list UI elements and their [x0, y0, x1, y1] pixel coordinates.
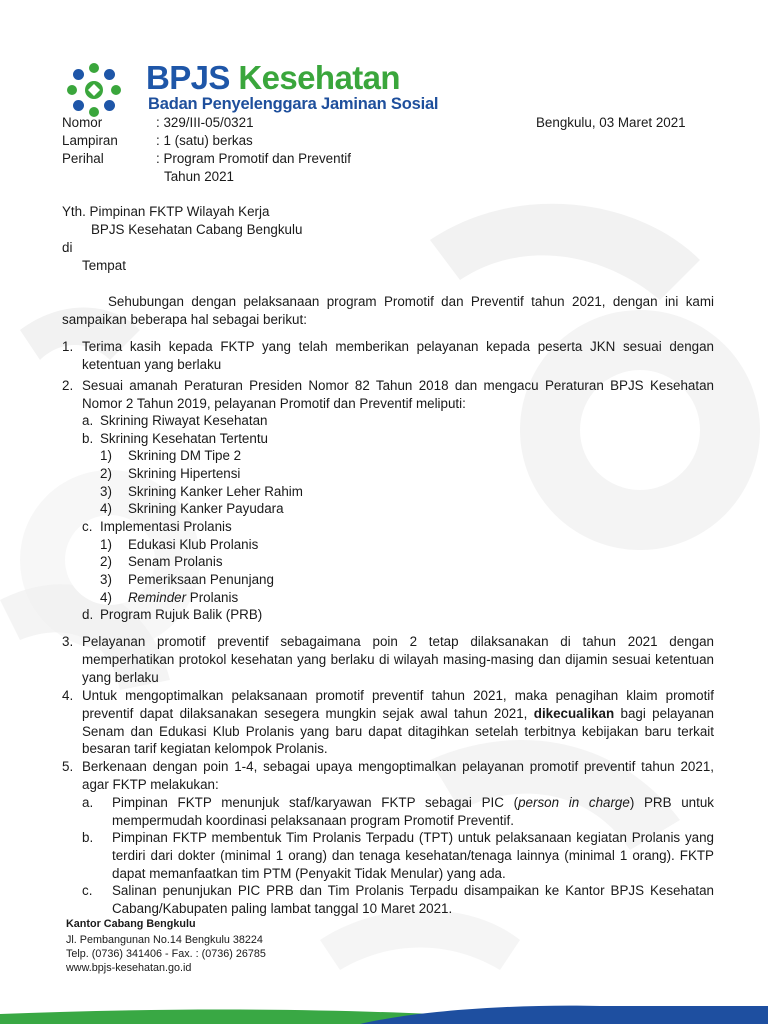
lampiran-value: : 1 (satu) berkas [156, 133, 253, 148]
sublist-item: Edukasi Klub Prolanis [128, 537, 259, 552]
list-marker: a. [82, 413, 94, 428]
item-number: 3. [62, 634, 74, 649]
footer-website: www.bpjs-kesehatan.go.id [66, 962, 192, 974]
recipient-di: di [62, 240, 73, 255]
list-marker: c. [82, 519, 93, 534]
sublist-marker: 3) [100, 572, 112, 587]
sublist-marker: 2) [100, 466, 112, 481]
intro-paragraph: Sehubungan dengan pelaksanaan program Promotif dan Preventif tahun 2021, dengan ini kami sampaikan beberapa hal sebagai berikut: [62, 294, 714, 327]
item-1-text: Terima kasih kepada FKTP yang telah memberikan pelayanan kepada peserta JKN sesuai dengan ketentuan yang berlaku [82, 339, 714, 372]
sublist-item: Skrining Kanker Payudara [128, 501, 284, 516]
sublist-marker: 3) [100, 484, 112, 499]
sublist-marker: 1) [100, 448, 112, 463]
brand-subtitle: Badan Penyelenggara Jaminan Sosial [148, 95, 439, 113]
pic-part-1: Pimpinan FKTP menunjuk staf/karyawan FKTP sebagai PIC ( [112, 795, 519, 810]
bpjs-logo [66, 59, 439, 118]
item-3-text: Pelayanan promotif preventif sebagaimana poin 2 tetap dilaksanakan di tahun 2021 dengan memperhatikan protokol kesehatan yang berlaku di wilayah masing-masing dan dijamin sesuai ketentuan yang berlaku [82, 634, 714, 685]
sublist-marker: 1) [100, 537, 112, 552]
item-5-text: Berkenaan dengan poin 1-4, sebagai upaya mengoptimalkan pelayanan promotif preventif tahun 2021, agar FKTP melakukan: [82, 759, 714, 792]
sublist-marker: 4) [100, 501, 112, 516]
reminder-italic: Reminder [128, 590, 187, 605]
sublist-item: Skrining Hipertensi [128, 466, 241, 481]
bottom-color-bar [0, 1004, 768, 1024]
list-item: Skrining Riwayat Kesehatan [100, 413, 268, 428]
sublist-item: Pemeriksaan Penunjang [128, 572, 274, 587]
perihal-value-line2: Tahun 2021 [164, 169, 234, 184]
sublist-item: Senam Prolanis [128, 554, 223, 569]
item-4-text [82, 687, 714, 758]
item-4-part-2: bagi pelayanan Senam dan Edukasi Klub Prolanis yang baru dapat ditagihkan setelah terbitnya kebijakan baru terkait besaran tarif kegiatan kelompok Prolanis. [82, 705, 714, 757]
list-marker: d. [82, 607, 94, 622]
sublist-item: Skrining Kanker Leher Rahim [128, 484, 303, 499]
nomor-label: Nomor [62, 115, 103, 130]
list-marker: b. [82, 830, 94, 845]
brand-kesehatan: Kesehatan [238, 59, 400, 96]
recipient-line-1: Yth. Pimpinan FKTP Wilayah Kerja [62, 204, 270, 219]
perihal-value: : Program Promotif dan Preventif [156, 151, 351, 166]
list-item: Pimpinan FKTP membentuk Tim Prolanis Terpadu (TPT) untuk pelaksanaan kegiatan Prolanis yang terdiri dari dokter (minimal 1 orang) dan tenaga kesehatan/tenaga lainnya (minimal 1 orang). FKTP dapat memanfaatkan tim PTM (Penyakit Tidak Menular) yang ada. [112, 830, 714, 881]
pic-italic: person in charge [518, 795, 630, 810]
item-number: 1. [62, 339, 74, 354]
nomor-value: : 329/III-05/0321 [156, 115, 254, 130]
item-2-text: Sesuai amanah Peraturan Presiden Nomor 82 Tahun 2018 dan mengacu Peraturan BPJS Kesehatan Nomor 2 Tahun 2019, pelayanan Promotif dan Preventif meliputi: [82, 378, 714, 411]
brand-name [146, 59, 400, 97]
sublist-item [128, 589, 238, 607]
reminder-rest: Prolanis [186, 590, 239, 605]
item-number: 4. [62, 688, 74, 703]
item-4-part-1: Untuk mengoptimalkan pelaksanaan promotif preventif tahun 2021, maka penagihan klaim promotif preventif dapat dilaksanakan sesegera mungkin sejak awal tahun 2021, [82, 688, 714, 721]
item-4-bold: dikecualikan [533, 705, 615, 721]
item-number: 2. [62, 378, 74, 393]
list-item: Skrining Kesehatan Tertentu [100, 431, 268, 446]
recipient-tempat: Tempat [82, 258, 126, 273]
pic-part-2: ) PRB untuk mempermudah koordinasi pelaksanaan program Promotif Preventif. [112, 795, 714, 828]
sublist-item: Skrining DM Tipe 2 [128, 448, 242, 463]
list-item: Program Rujuk Balik (PRB) [100, 607, 263, 622]
recipient-line-2: BPJS Kesehatan Cabang Bengkulu [91, 222, 303, 237]
list-marker: a. [82, 795, 94, 810]
list-marker: c. [82, 883, 93, 898]
list-item: Salinan penunjukan PIC PRB dan Tim Prolanis Terpadu disampaikan ke Kantor BPJS Kesehatan Cabang/Kabupaten paling lambat tanggal 10 Maret 2021. [112, 883, 714, 916]
footer-phone: Telp. (0736) 341406 - Fax. : (0736) 26785 [66, 948, 266, 960]
list-marker: b. [82, 431, 94, 446]
lampiran-label: Lampiran [62, 133, 118, 148]
sublist-marker: 4) [100, 590, 112, 605]
place-date: Bengkulu, 03 Maret 2021 [536, 115, 686, 130]
sublist-marker: 2) [100, 554, 112, 569]
list-item [112, 794, 714, 830]
footer-address: Jl. Pembangunan No.14 Bengkulu 38224 [66, 934, 263, 946]
brand-bpjs: BPJS [146, 59, 230, 96]
footer-office-title: Kantor Cabang Bengkulu [66, 918, 196, 930]
item-number: 5. [62, 759, 74, 774]
perihal-label: Perihal [62, 151, 104, 166]
list-item: Implementasi Prolanis [100, 519, 232, 534]
bpjs-emblem-icon [66, 62, 122, 118]
